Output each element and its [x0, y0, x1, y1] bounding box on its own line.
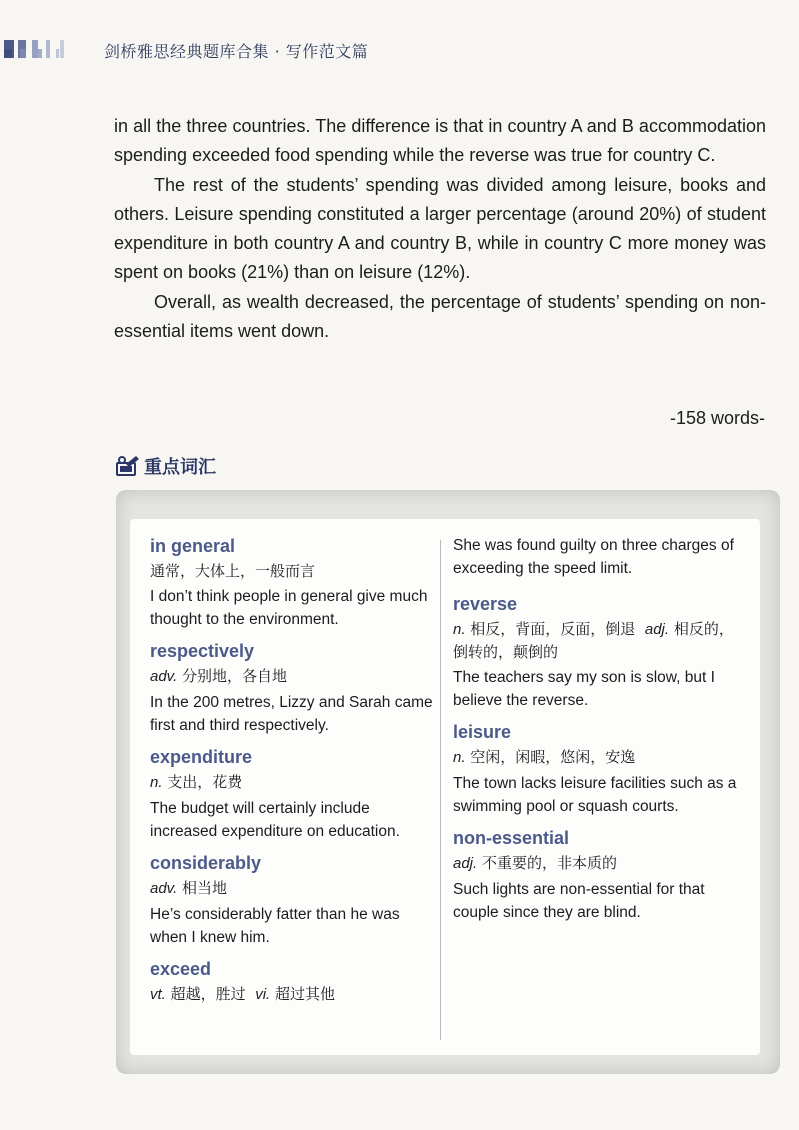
vocab-example: The teachers say my son is slow, but I believe the reverse. [453, 669, 715, 709]
vocab-term: respectively [150, 641, 255, 661]
column-divider [440, 540, 441, 1040]
vocab-example: I don’t think people in general give much thought to the environment. [150, 588, 428, 628]
essay-body [114, 112, 766, 346]
vocab-term: in general [150, 536, 236, 556]
vocab-example: Such lights are non-essential for that couple since they are blind. [453, 881, 705, 921]
essay-paragraph-2: The rest of the students’ spending was divided among leisure, books and others. Leisure spending constituted a larger percentage (around 20%) of student expenditure in both country A and country B, while in country C more money was spent on books (21%) than on leisure (12%). [114, 174, 766, 283]
vocab-definition: n. 相反，背面，反面，倒退 adj. 相反的，倒转的，颠倒的 [453, 620, 734, 661]
vocab-definition: adj. 不重要的，非本质的 [453, 854, 617, 872]
vocab-definition: 通常，大体上，一般而言 [150, 562, 316, 580]
vocab-entry-exceed-continued [453, 534, 743, 580]
vocab-term: considerably [150, 853, 262, 873]
vocab-example: In the 200 metres, Lizzy and Sarah came first and third respectively. [150, 694, 433, 734]
vocab-entry-leisure [453, 720, 743, 818]
vocab-definition: adv. 分别地，各自地 [150, 667, 288, 685]
vocab-example: The town lacks leisure facilities such as a swimming pool or squash courts. [453, 775, 737, 815]
header-title: 剑桥雅思经典题库合集 · 写作范文篇 [104, 42, 369, 61]
essay-paragraph-1: in all the three countries. The difference is that in country A and B accommodation spending exceeded food spending while the reverse was true for country C. [114, 116, 766, 166]
vocab-section-heading [116, 453, 216, 479]
vocab-term: reverse [453, 594, 518, 614]
vocab-entry-expenditure [150, 745, 434, 843]
vocab-term: non-essential [453, 828, 570, 848]
vocab-term: exceed [150, 959, 212, 979]
vocab-entry-reverse [453, 592, 743, 712]
vocab-entry-non-essential [453, 826, 743, 924]
vocab-left-column [150, 534, 434, 1014]
vocab-entry-in-general [150, 534, 434, 631]
vocab-entry-exceed [150, 957, 434, 1006]
vocab-term: leisure [453, 722, 512, 742]
vocab-example: The budget will certainly include increased expenditure on education. [150, 800, 400, 840]
header-decoration [4, 40, 96, 58]
vocab-right-column [453, 534, 743, 932]
vocab-definition: n. 支出，花费 [150, 773, 243, 791]
essay-paragraph-3: Overall, as wealth decreased, the percentage of students’ spending on non-essential items went down. [114, 291, 766, 342]
vocab-entry-respectively [150, 639, 434, 737]
vocab-example: She was found guilty on three charges of exceeding the speed limit. [453, 537, 734, 577]
vocab-example: He’s considerably fatter than he was when I knew him. [150, 906, 400, 946]
vocab-definition: vt. 超越，胜过 vi. 超过其他 [150, 985, 335, 1003]
vocab-definition: adv. 相当地 [150, 879, 228, 897]
vocab-definition: n. 空闲，闲暇，悠闲，安逸 [453, 748, 636, 766]
running-header [0, 34, 799, 66]
word-count: -158 words- [669, 408, 765, 428]
notebook-pen-icon [116, 455, 140, 477]
vocab-heading-label: 重点词汇 [144, 457, 216, 478]
vocab-term: expenditure [150, 747, 253, 767]
vocab-entry-considerably [150, 851, 434, 949]
